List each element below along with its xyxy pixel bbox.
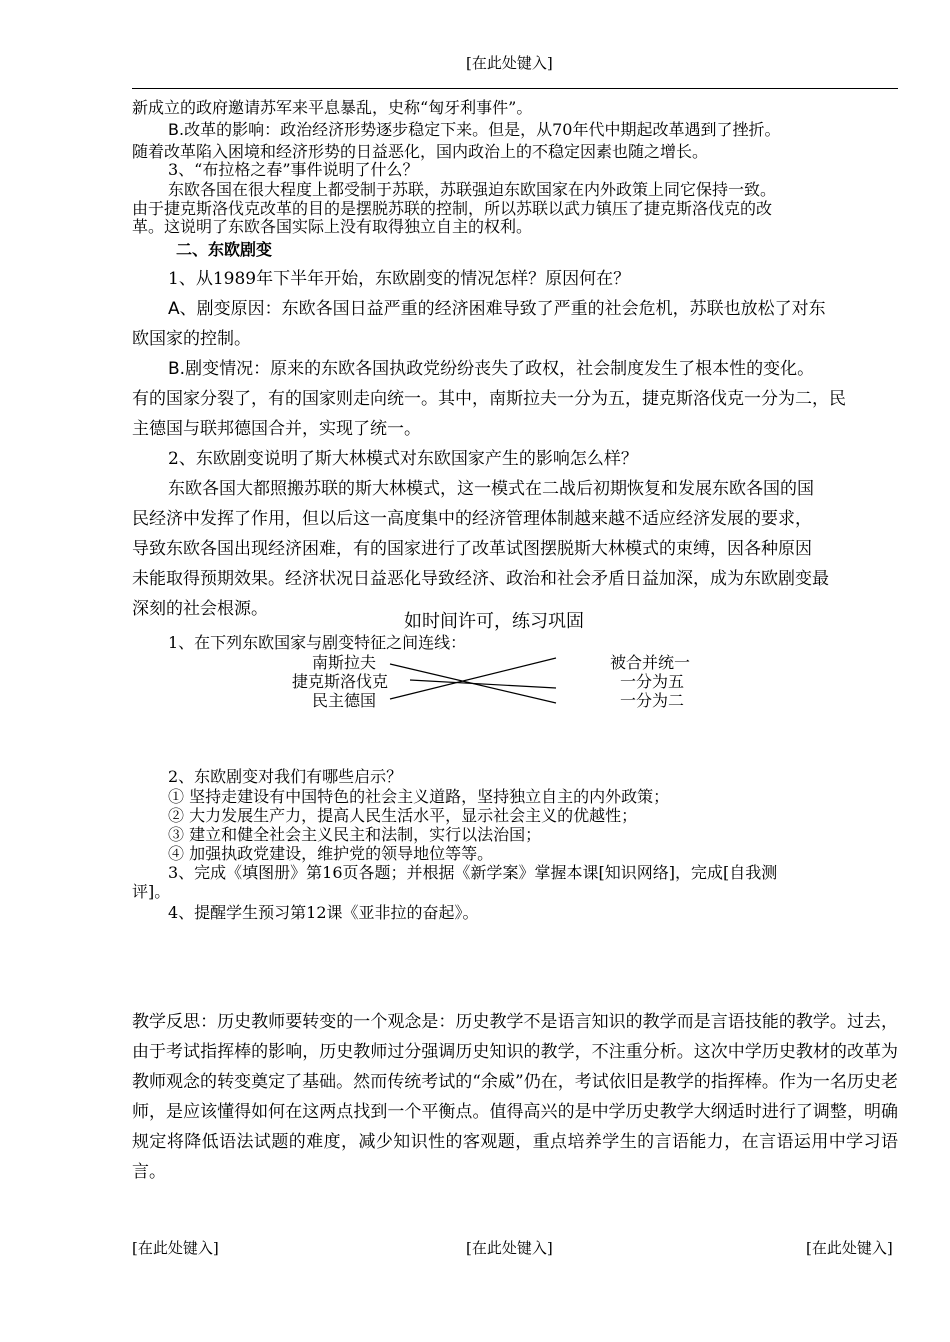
practice-question-4: 4、提醒学生预习第12课《亚非拉的奋起》。	[168, 903, 479, 922]
question-1: 1、从1989年下半年开始，东欧剧变的情况怎样？原因何在？	[168, 269, 631, 289]
text-line: 由于捷克斯洛伐克改革的目的是摆脱苏联的控制，所以苏联以武力镇压了捷克斯洛伐克的改	[132, 199, 773, 218]
practice-title: 如时间许可，练习巩固	[404, 611, 584, 632]
list-item: ① 坚持走建设有中国特色的社会主义道路，坚持独立自主的内外政策；	[168, 787, 670, 806]
text-line: 未能取得预期效果。经济状况日益恶化导致经济、政治和社会矛盾日益加深，成为东欧剧变最	[132, 569, 829, 589]
footer-center-placeholder: [在此处键入]	[466, 1239, 553, 1257]
country-east-germany: 民主德国	[312, 691, 377, 710]
text-line: 东欧各国大都照搬苏联的斯大林模式，这一模式在二战后初期恢复和发展东欧各国的国	[168, 479, 814, 499]
text-line: 革。这说明了东欧各国实际上没有取得独立自主的权利。	[132, 217, 533, 236]
label-situation: B.剧变情况：	[168, 359, 271, 379]
text-line: 深刻的社会根源。	[132, 599, 268, 619]
text-line: 欧国家的控制。	[132, 329, 251, 349]
header-placeholder: [在此处键入]	[466, 54, 553, 72]
label-text: 原来的东欧各国执政党纷纷丧失了政权，社会制度发生了根本性的变化。	[270, 359, 815, 379]
footer-right-placeholder: [在此处键入]	[806, 1239, 893, 1257]
footer-left-placeholder: [在此处键入]	[132, 1239, 219, 1257]
label-text: 政治经济形势逐步稳定下来。但是，从70年代中期起改革遇到了挫折。	[280, 120, 781, 139]
feature-split-five: 一分为五	[620, 672, 685, 691]
text-line: 东欧各国在很大程度上都受制于苏联，苏联强迫东欧国家在内外政策上同它保持一致。	[168, 180, 777, 199]
list-item: ④ 加强执政党建设，维护党的领导地位等等。	[168, 844, 494, 863]
text-line: 有的国家分裂了，有的国家则走向统一。其中，南斯拉夫一分为五，捷克斯洛伐克一分为二，民	[132, 389, 846, 409]
text-line: 民经济中发挥了作用，但以后这一高度集中的经济管理体制越来越不适应经济发展的要求，	[132, 509, 812, 529]
match-line-east-germany	[390, 658, 556, 699]
label-text: 东欧各国日益严重的经济困难导致了严重的社会危机，苏联也放松了对东	[281, 299, 826, 319]
label-reform-impact: B.改革的影响：	[168, 120, 281, 139]
text-line: 评]。	[132, 882, 171, 901]
question-3: 3、“布拉格之春”事件说明了什么？	[168, 160, 419, 179]
section-heading: 二、东欧剧变	[176, 240, 273, 259]
question-2: 2、东欧剧变说明了斯大林模式对东欧国家产生的影响怎么样？	[168, 449, 638, 469]
teaching-reflection: 教学反思：历史教师要转变的一个观念是：历史教学不是语言知识的教学而是言语技能的教学。过去，由于考试指挥棒的影响，历史教师过分强调历史知识的教学，不注重分析。这次中学历史教材的改革为教师观念的转变奠定了基础。然而传统考试的“余威”仍在，考试依旧是教学的指挥棒。作为一名历史老师，是应该懂得如何在这两点找到一个平衡点。值得高兴的是中学历史教学大纲适时进行了调整，明确规定将降低语法试题的难度，减少知识性的客观题，重点培养学生的言语能力，在言语运用中学习语言。	[132, 1012, 898, 1182]
country-yugoslavia: 南斯拉夫	[312, 653, 377, 672]
list-item: ② 大力发展生产力，提高人民生活水平，显示社会主义的优越性；	[168, 806, 638, 825]
practice-question-2: 2、东欧剧变对我们有哪些启示？	[168, 767, 403, 786]
text-line: 主德国与联邦德国合并，实现了统一。	[132, 419, 421, 439]
text-line: 随着改革陷入困境和经济形势的日益恶化，国内政治上的不稳定因素也随之增长。	[132, 142, 709, 161]
text-line: 导致东欧各国出现经济困难，有的国家进行了改革试图摆脱斯大林模式的束缚，因各种原因	[132, 539, 812, 559]
feature-split-two: 一分为二	[620, 691, 685, 710]
feature-merged: 被合并统一	[610, 653, 691, 672]
practice-question-3: 3、完成《填图册》第16页各题；并根据《新学案》掌握本课[知识网络]，完成[自我测	[168, 863, 778, 882]
match-line-czechoslovakia	[410, 680, 556, 688]
practice-question-1: 1、在下列东欧国家与剧变特征之间连线：	[168, 633, 467, 652]
country-czechoslovakia: 捷克斯洛伐克	[292, 672, 389, 691]
label-cause: A、剧变原因：	[168, 299, 282, 319]
list-item: ③ 建立和健全社会主义民主和法制，实行以法治国；	[168, 825, 542, 844]
text-line: 新成立的政府邀请苏军来平息暴乱，史称“匈牙利事件”。	[132, 98, 533, 117]
